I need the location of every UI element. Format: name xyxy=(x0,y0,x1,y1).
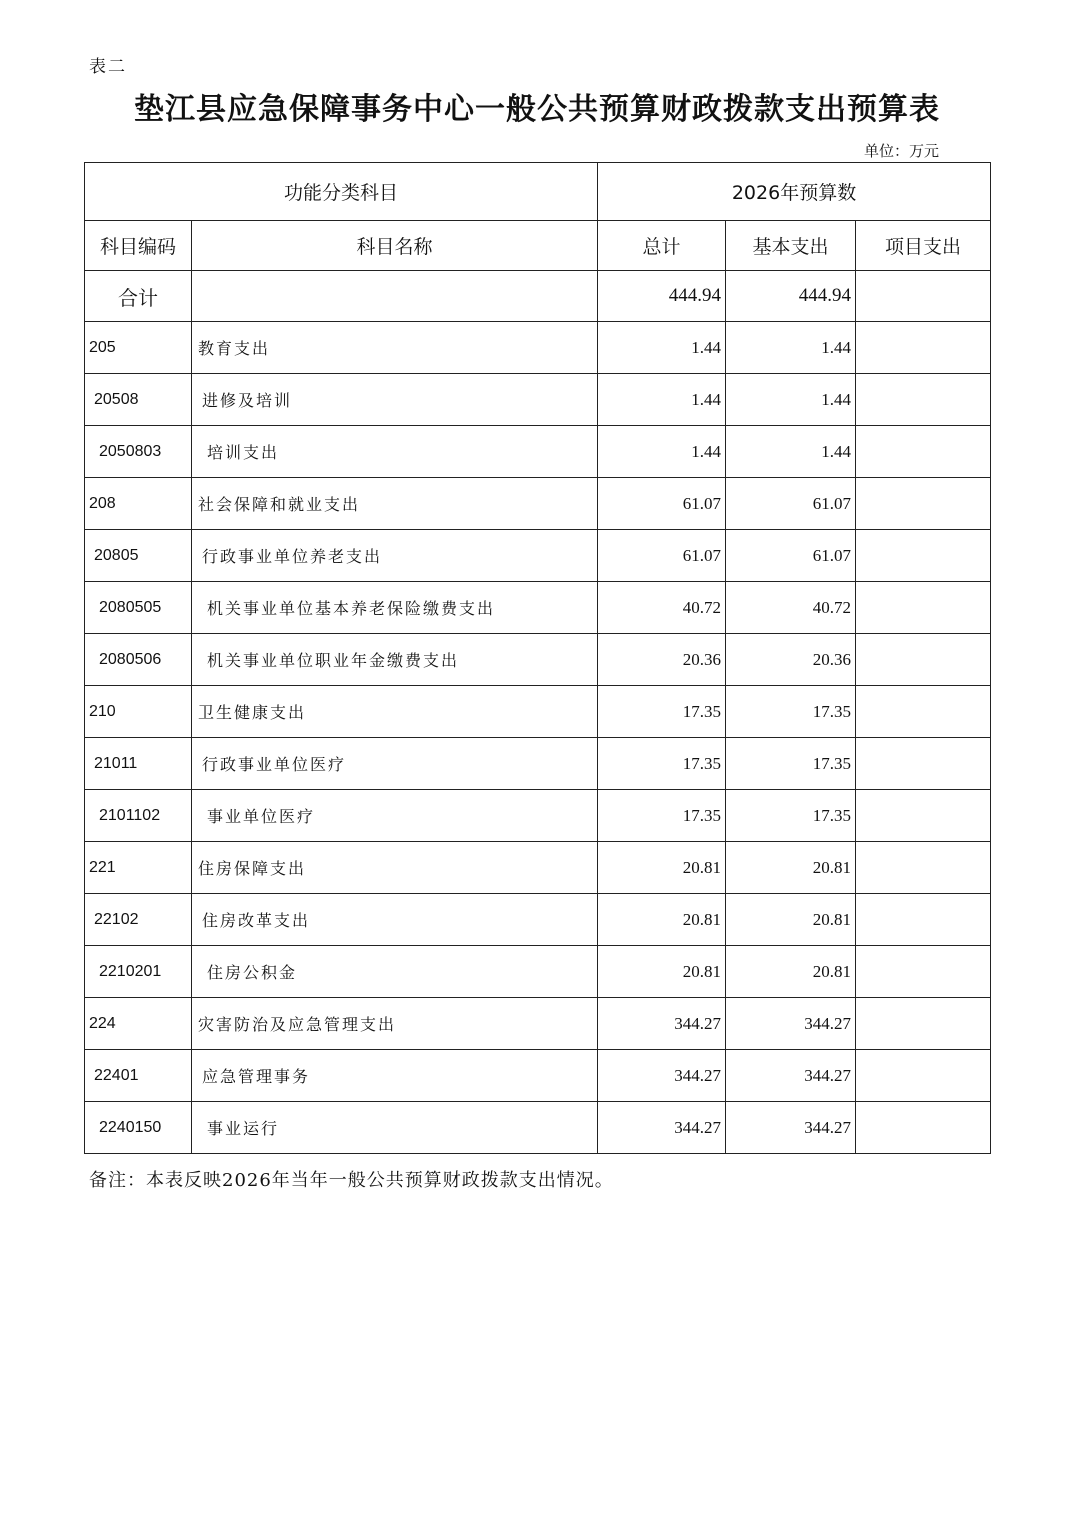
row-name: 机关事业单位职业年金缴费支出 xyxy=(192,634,598,686)
budget-table xyxy=(84,162,991,1154)
row-project xyxy=(856,998,991,1050)
row-total: 1.44 xyxy=(598,374,726,426)
row-name: 机关事业单位基本养老保险缴费支出 xyxy=(192,582,598,634)
header-function-category: 功能分类科目 xyxy=(85,163,598,221)
row-code: 2080505 xyxy=(85,582,192,634)
row-name: 行政事业单位医疗 xyxy=(192,738,598,790)
row-total: 344.27 xyxy=(598,1102,726,1154)
table-row xyxy=(85,1102,991,1154)
header-row-group xyxy=(85,163,991,221)
row-project xyxy=(856,946,991,998)
row-basic: 344.27 xyxy=(726,998,856,1050)
row-project xyxy=(856,790,991,842)
row-total: 17.35 xyxy=(598,686,726,738)
row-basic: 61.07 xyxy=(726,478,856,530)
row-project xyxy=(856,686,991,738)
row-code: 2210201 xyxy=(85,946,192,998)
table-row xyxy=(85,322,991,374)
row-total: 40.72 xyxy=(598,582,726,634)
row-basic: 344.27 xyxy=(726,1050,856,1102)
row-basic: 61.07 xyxy=(726,530,856,582)
header-name: 科目名称 xyxy=(192,221,598,271)
row-name: 培训支出 xyxy=(192,426,598,478)
row-code: 205 xyxy=(85,322,192,374)
row-name: 行政事业单位养老支出 xyxy=(192,530,598,582)
total-project xyxy=(856,271,991,322)
unit-label: 单位：万元 xyxy=(863,142,939,160)
row-name: 社会保障和就业支出 xyxy=(192,478,598,530)
row-code: 208 xyxy=(85,478,192,530)
row-total: 344.27 xyxy=(598,1050,726,1102)
row-code: 2080506 xyxy=(85,634,192,686)
total-amount: 444.94 xyxy=(598,271,726,322)
page-title: 垫江县应急保障事务中心一般公共预算财政拨款支出预算表 xyxy=(134,92,940,127)
row-code: 2240150 xyxy=(85,1102,192,1154)
row-basic: 17.35 xyxy=(726,738,856,790)
header-total: 总计 xyxy=(598,221,726,271)
row-total: 20.81 xyxy=(598,842,726,894)
row-name: 住房改革支出 xyxy=(192,894,598,946)
row-total: 20.36 xyxy=(598,634,726,686)
row-code: 2101102 xyxy=(85,790,192,842)
table-row xyxy=(85,998,991,1050)
table-row xyxy=(85,582,991,634)
total-row xyxy=(85,271,991,322)
table-row xyxy=(85,426,991,478)
row-project xyxy=(856,894,991,946)
row-name: 应急管理事务 xyxy=(192,1050,598,1102)
row-basic: 1.44 xyxy=(726,426,856,478)
row-code: 221 xyxy=(85,842,192,894)
table-row xyxy=(85,738,991,790)
footnote: 备注：本表反映2026年当年一般公共预算财政拨款支出情况。 xyxy=(89,1170,614,1191)
table-row xyxy=(85,894,991,946)
total-label: 合计 xyxy=(85,271,192,322)
row-code: 22102 xyxy=(85,894,192,946)
sheet-label: 表二 xyxy=(89,57,127,77)
row-basic: 40.72 xyxy=(726,582,856,634)
row-basic: 17.35 xyxy=(726,686,856,738)
row-total: 20.81 xyxy=(598,946,726,998)
table-row xyxy=(85,1050,991,1102)
row-name: 教育支出 xyxy=(192,322,598,374)
row-total: 1.44 xyxy=(598,322,726,374)
row-project xyxy=(856,582,991,634)
row-total: 17.35 xyxy=(598,738,726,790)
row-name: 事业单位医疗 xyxy=(192,790,598,842)
table-row xyxy=(85,530,991,582)
row-basic: 20.81 xyxy=(726,946,856,998)
row-project xyxy=(856,842,991,894)
header-budget-year: 2026年预算数 xyxy=(598,163,991,221)
table-row xyxy=(85,790,991,842)
header-basic: 基本支出 xyxy=(726,221,856,271)
table-row xyxy=(85,686,991,738)
row-project xyxy=(856,738,991,790)
row-total: 17.35 xyxy=(598,790,726,842)
row-code: 21011 xyxy=(85,738,192,790)
row-total: 1.44 xyxy=(598,426,726,478)
total-name xyxy=(192,271,598,322)
table-row xyxy=(85,634,991,686)
row-basic: 1.44 xyxy=(726,322,856,374)
row-code: 2050803 xyxy=(85,426,192,478)
header-project: 项目支出 xyxy=(856,221,991,271)
table-row xyxy=(85,946,991,998)
row-name: 卫生健康支出 xyxy=(192,686,598,738)
row-total: 344.27 xyxy=(598,998,726,1050)
row-name: 住房公积金 xyxy=(192,946,598,998)
row-basic: 20.36 xyxy=(726,634,856,686)
row-name: 事业运行 xyxy=(192,1102,598,1154)
row-total: 61.07 xyxy=(598,478,726,530)
row-name: 进修及培训 xyxy=(192,374,598,426)
row-basic: 344.27 xyxy=(726,1102,856,1154)
row-project xyxy=(856,1050,991,1102)
row-name: 灾害防治及应急管理支出 xyxy=(192,998,598,1050)
row-project xyxy=(856,322,991,374)
row-code: 22401 xyxy=(85,1050,192,1102)
table-row xyxy=(85,842,991,894)
row-total: 20.81 xyxy=(598,894,726,946)
row-project xyxy=(856,478,991,530)
row-project xyxy=(856,374,991,426)
row-project xyxy=(856,530,991,582)
row-code: 20805 xyxy=(85,530,192,582)
row-project xyxy=(856,1102,991,1154)
row-basic: 1.44 xyxy=(726,374,856,426)
row-basic: 20.81 xyxy=(726,842,856,894)
row-code: 20508 xyxy=(85,374,192,426)
header-row-columns xyxy=(85,221,991,271)
total-basic: 444.94 xyxy=(726,271,856,322)
row-basic: 17.35 xyxy=(726,790,856,842)
row-basic: 20.81 xyxy=(726,894,856,946)
row-code: 210 xyxy=(85,686,192,738)
table-row xyxy=(85,374,991,426)
row-project xyxy=(856,426,991,478)
row-name: 住房保障支出 xyxy=(192,842,598,894)
row-total: 61.07 xyxy=(598,530,726,582)
table-row xyxy=(85,478,991,530)
row-project xyxy=(856,634,991,686)
header-code: 科目编码 xyxy=(85,221,192,271)
row-code: 224 xyxy=(85,998,192,1050)
